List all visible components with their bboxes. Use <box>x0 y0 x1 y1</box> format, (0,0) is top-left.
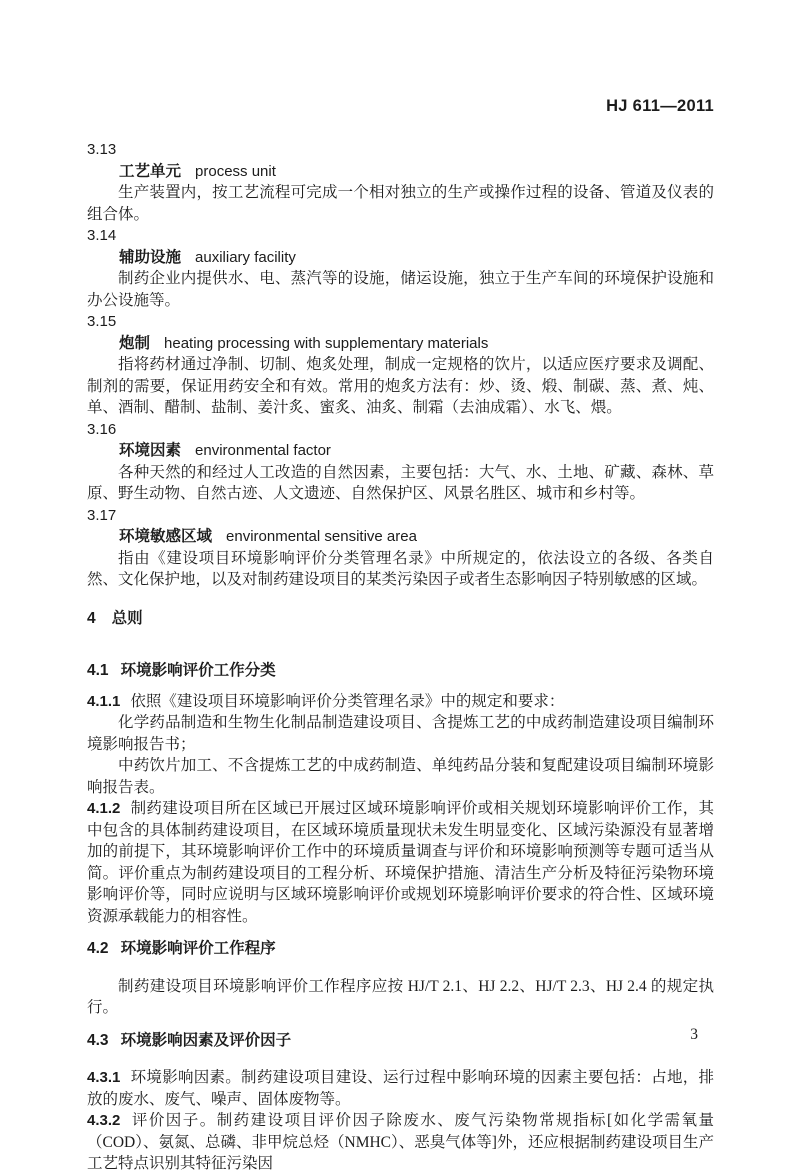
clause-4-3-1 <box>87 1067 714 1110</box>
term-title <box>87 247 714 269</box>
page-header <box>87 97 714 116</box>
term-definition: 各种天然的和经过人工改造的自然因素，主要包括：大气、水、土地、矿藏、森林、草原、野生动物、自然古迹、人文遗迹、自然保护区、风景名胜区、城市和乡村等。 <box>87 463 714 502</box>
term-number: 3.17 <box>87 506 117 524</box>
section-number: 4.2 <box>87 940 109 957</box>
term-number: 3.15 <box>87 313 117 330</box>
page-content <box>87 97 714 1175</box>
section-heading-4-1 <box>87 660 714 682</box>
term-section-3-17 <box>87 505 714 591</box>
clause-text: 环境影响因素。制药建设项目建设、运行过程中影响环境的因素主要包括：占地，排放的废水、废气、噪声、固体废物等。 <box>87 1069 714 1108</box>
term-name-en: heating processing with supplementary materials <box>164 334 489 352</box>
term-name-zh: 环境敏感区域 <box>119 528 213 545</box>
term-title <box>87 440 714 462</box>
term-name-en: process unit <box>195 162 276 180</box>
paragraph: 制药建设项目环境影响评价工作程序应按 HJ/T 2.1、HJ 2.2、HJ/T 2.3、HJ 2.4 的规定执行。 <box>87 977 714 1016</box>
term-section-3-14 <box>87 225 714 311</box>
page-number: 3 <box>690 1026 698 1043</box>
term-number: 3.16 <box>87 420 117 438</box>
term-name-zh: 炮制 <box>119 334 151 352</box>
clause-number: 4.3.2 <box>87 1112 121 1129</box>
chapter-number: 4 <box>87 609 96 627</box>
section-heading-4-2 <box>87 938 714 960</box>
term-name-zh: 工艺单元 <box>119 162 182 180</box>
term-number: 3.13 <box>87 141 117 158</box>
clause-4-1-2 <box>87 798 714 927</box>
clause-text: 依照《建设项目环境影响评价分类管理名录》中的规定和要求： <box>130 692 565 710</box>
term-title <box>87 161 714 183</box>
doc-number: HJ 611—2011 <box>606 97 714 115</box>
term-definition: 制药企业内提供水、电、蒸汽等的设施，储运设施，独立于生产车间的环境保护设施和办公设施等。 <box>87 270 714 309</box>
clause-4-1-1 <box>87 691 714 713</box>
term-definition: 生产装置内，按工艺流程可完成一个相对独立的生产或操作过程的设备、管道及仪表的组合体。 <box>87 184 714 223</box>
clause-text: 制药建设项目所在区域已开展过区域环境影响评价或相关规划环境影响评价工作，其中包含的具体制药建设项目，在区域环境质量现状未发生明显变化、区域污染源没有显著增加的前提下，其环境影响评价工作中的环境质量调查与评价和环境影响预测等专题可适当从简。评价重点为制药建设项目的工程分析、环境保护措施、清洁生产分析及特征污染物环境影响评价等，同时应说明与区域环境影响评价或规划环境影响评价要求的符合性、区域环境资源承载能力的相容性。 <box>87 800 714 925</box>
term-section-3-16 <box>87 419 714 505</box>
section-heading-4-3 <box>87 1030 714 1052</box>
term-name-en: environmental factor <box>195 442 331 459</box>
term-name-en: auxiliary facility <box>195 248 296 266</box>
section-number: 4.1 <box>87 662 109 679</box>
chapter-heading <box>87 608 714 630</box>
term-name-en: environmental sensitive area <box>226 528 417 545</box>
term-definition: 指将药材通过净制、切制、炮炙处理，制成一定规格的饮片，以适应医疗要求及调配、制剂的需要，保证用药安全和有效。常用的炮炙方法有：炒、烫、煅、制碳、蒸、煮、炖、单、酒制、醋制、盐制、姜汁炙、蜜炙、油炙、制霜（去油成霜）、水飞、煨。 <box>87 356 714 416</box>
section-title: 环境影响因素及评价因子 <box>120 1031 292 1049</box>
clause-number: 4.3.1 <box>87 1069 121 1086</box>
chapter-title: 总则 <box>111 609 143 627</box>
term-name-zh: 环境因素 <box>119 442 182 459</box>
term-title <box>87 526 714 548</box>
term-definition: 指由《建设项目环境影响评价分类管理名录》中所规定的，依法设立的各级、各类自然、文化保护地，以及对制药建设项目的某类污染因子或者生态影响因子特别敏感的区域。 <box>87 549 714 588</box>
clause-number: 4.1.1 <box>87 692 121 710</box>
paragraph: 化学药品制造和生物生化制品制造建设项目、含提炼工艺的中成药制造建设项目编制环境影响报告书； <box>87 714 714 753</box>
term-name-zh: 辅助设施 <box>119 248 182 266</box>
term-title <box>87 333 714 355</box>
term-number: 3.14 <box>87 227 117 244</box>
clause-text: 评价因子。制药建设项目评价因子除废水、废气污染物常规指标[如化学需氧量（COD）、氨氮、总磷、非甲烷总烃（NMHC）、恶臭气体等]外，还应根据制药建设项目生产工艺特点识别其特征污染因 <box>87 1112 714 1172</box>
clause-number: 4.1.2 <box>87 800 121 817</box>
section-number: 4.3 <box>87 1031 109 1049</box>
term-section-3-15 <box>87 311 714 419</box>
section-title: 环境影响评价工作程序 <box>120 940 276 957</box>
clause-4-3-2 <box>87 1110 714 1175</box>
paragraph: 中药饮片加工、不含提炼工艺的中成药制造、单纯药品分装和复配建设项目编制环境影响报告表。 <box>87 757 714 796</box>
section-title: 环境影响评价工作分类 <box>120 662 276 679</box>
term-section-3-13 <box>87 139 714 225</box>
page-footer <box>690 1026 698 1044</box>
